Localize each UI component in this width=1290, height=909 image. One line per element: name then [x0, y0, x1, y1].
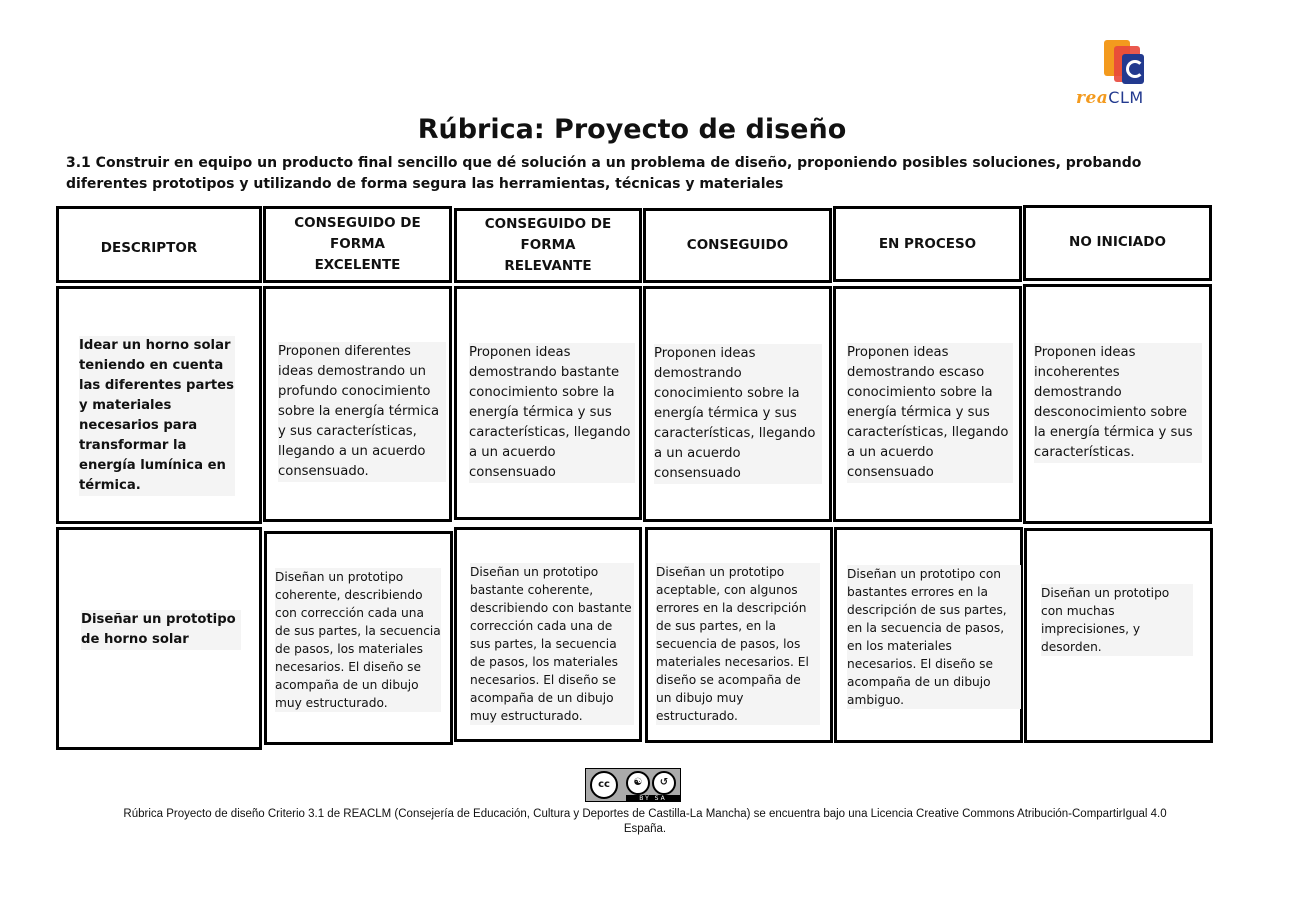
row2-en-proceso-text: Diseñan un prototipo con bastantes errores en la descripción de sus partes, en la secuencia de pasos, en los materiales necesarios. El diseño se acompaña de un dibujo ambiguo.	[847, 565, 1021, 709]
header-excelente-label: CONSEGUIDO DE FORMA EXCELENTE	[294, 215, 421, 273]
header-excelente	[263, 206, 452, 283]
share-alike-icon: ↺	[652, 771, 676, 795]
row2-excelente	[264, 531, 453, 745]
logo-at-icon	[1126, 60, 1144, 78]
header-descriptor-label: DESCRIPTOR	[100, 240, 198, 256]
cc-sa-label: SA	[654, 795, 667, 802]
row2-relevante-text: Diseñan un prototipo bastante coherente, describiendo con bastante corrección cada una de sus partes, la secuencia de pasos, los materiales necesarios. El diseño se acompaña de un dibujo muy estructurado.	[470, 563, 634, 725]
row1-relevante	[454, 286, 642, 520]
logo-wordmark	[1076, 88, 1144, 108]
logo-text-rea: rea	[1076, 88, 1109, 108]
row1-conseguido	[643, 286, 832, 522]
attribution-icon: ☯	[626, 771, 650, 795]
header-en-proceso	[833, 206, 1022, 282]
row1-en-proceso	[833, 286, 1022, 522]
row1-descriptor	[56, 286, 262, 524]
cc-badge-strip	[626, 795, 680, 802]
cc-by-sa-badge[interactable]	[585, 768, 681, 802]
header-relevante	[454, 208, 642, 283]
header-conseguido	[643, 208, 832, 283]
header-no-iniciado-label: NO INICIADO	[1069, 233, 1166, 250]
reaclm-logo	[1074, 38, 1174, 110]
row1-en-proceso-text: Proponen ideas demostrando escaso conocimiento sobre la energía térmica y sus características, llegando a un acuerdo consensuado	[847, 343, 1013, 483]
row1-no-iniciado-text: Proponen ideas incoherentes demostrando desconocimiento sobre la energía térmica y sus características.	[1034, 343, 1202, 463]
row2-descriptor	[56, 527, 262, 750]
row2-excelente-text: Diseñan un prototipo coherente, describiendo con corrección cada una de sus partes, la secuencia de pasos, los materiales necesarios. El diseño se acompaña de un dibujo muy estructurado.	[275, 570, 441, 710]
row2-no-iniciado-text: Diseñan un prototipo con muchas imprecisiones, y desorden.	[1041, 584, 1193, 656]
row1-no-iniciado	[1023, 284, 1212, 524]
logo-text-clm: CLM	[1108, 88, 1144, 107]
row2-en-proceso	[834, 527, 1023, 743]
row2-relevante	[454, 527, 642, 742]
row1-relevante-text: Proponen ideas demostrando bastante conocimiento sobre la energía térmica y sus características, llegando a un acuerdo consensuado	[469, 343, 635, 483]
header-en-proceso-label: EN PROCESO	[878, 235, 977, 252]
header-relevante-label: CONSEGUIDO DE FORMA RELEVANTE	[484, 216, 612, 274]
criterion-subtitle: 3.1 Construir en equipo un producto final sencillo que dé solución a un problema de diseño, proponiendo posibles soluciones, probando diferentes prototipos y utilizando de forma segura las herramientas, técnicas y materiales	[66, 155, 1142, 192]
row1-conseguido-text: Proponen ideas demostrando conocimiento sobre la energía térmica y sus características, llegando a un acuerdo consensuado	[654, 344, 822, 484]
row2-descriptor-text: Diseñar un prototipo de horno solar	[81, 610, 241, 650]
cc-icon: cc	[590, 771, 618, 799]
row2-conseguido-text: Diseñan un prototipo aceptable, con algunos errores en la descripción de sus partes, en la secuencia de pasos, los materiales necesarios. El diseño se acompaña de un dibujo muy estructurado.	[656, 563, 820, 725]
row2-conseguido	[645, 527, 833, 743]
row2-no-iniciado	[1024, 528, 1213, 743]
row1-excelente-text: Proponen diferentes ideas demostrando un profundo conocimiento sobre la energía térmica y sus características, llegando a un acuerdo consensuado.	[278, 342, 446, 482]
row1-excelente	[263, 286, 452, 522]
row1-descriptor-text: Idear un horno solar teniendo en cuenta las diferentes partes y materiales necesarios para transformar la energía lumínica en térmica.	[79, 336, 235, 496]
page-title: Rúbrica: Proyecto de diseño	[417, 114, 847, 145]
license-text: Rúbrica Proyecto de diseño Criterio 3.1 de REACLM (Consejería de Educación, Cultura y Deportes de Castilla-La Mancha) se encuentra bajo una Licencia Creative Commons Atribución-CompartirIgual 4.0 España.	[123, 808, 1167, 835]
header-descriptor	[56, 206, 262, 283]
cc-by-label: BY	[639, 795, 651, 802]
header-conseguido-label: CONSEGUIDO	[686, 237, 789, 253]
header-no-iniciado	[1023, 205, 1212, 281]
